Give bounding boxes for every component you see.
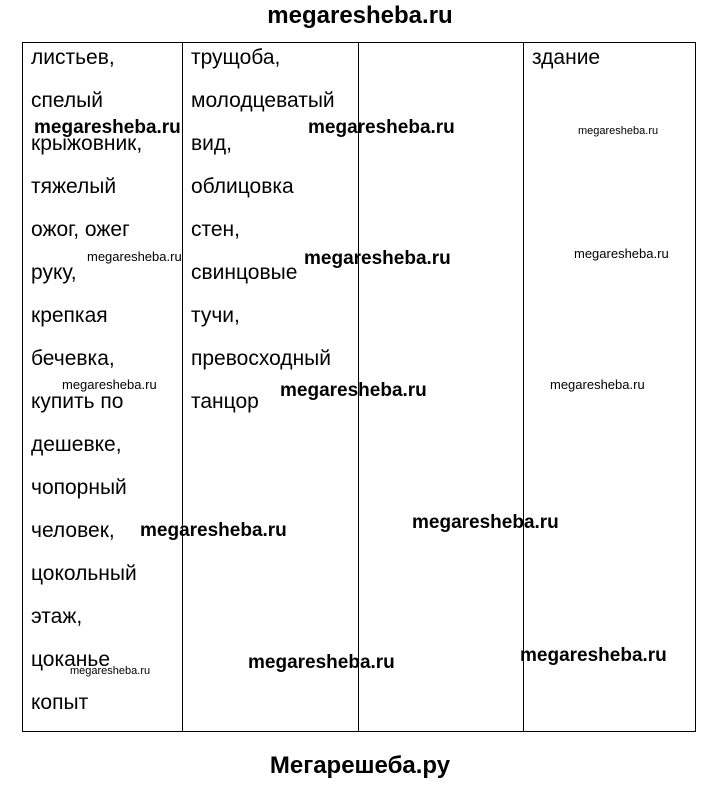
- cell-line: молодцеватый: [191, 89, 335, 112]
- watermark-text: megaresheba.ru: [70, 665, 151, 677]
- cell-line: чопорный: [31, 476, 127, 499]
- watermark-text: megaresheba.ru: [520, 645, 667, 666]
- watermark-text: megaresheba.ru: [308, 117, 455, 138]
- cell-line: стен,: [191, 218, 240, 241]
- cell-line: тяжелый: [31, 175, 117, 198]
- cell-line: руку,: [31, 261, 77, 284]
- watermark-text: megaresheba.ru: [280, 380, 427, 401]
- watermark-text: megaresheba.ru: [34, 117, 181, 138]
- watermark-text: megaresheba.ru: [62, 377, 157, 392]
- cell-line: человек,: [31, 519, 115, 542]
- cell-line: танцор: [191, 390, 259, 413]
- cell-line: цокольный: [31, 562, 137, 585]
- watermark-text: megaresheba.ru: [578, 125, 659, 137]
- cell-line: тучи,: [191, 304, 240, 327]
- cell-line: цоканье: [31, 648, 111, 671]
- watermark-text: megaresheba.ru: [550, 377, 645, 392]
- watermark-text: megaresheba.ru: [140, 520, 287, 541]
- site-header: megaresheba.ru: [267, 2, 453, 29]
- cell-line: вид,: [191, 132, 232, 155]
- site-footer: Мегарешеба.ру: [269, 752, 451, 779]
- cell-line: спелый: [31, 89, 103, 112]
- cell-line: ожог, ожег: [31, 218, 130, 241]
- cell-line: купить по: [31, 390, 124, 413]
- cell-line: этаж,: [31, 605, 83, 628]
- cell-line: свинцовые: [191, 261, 298, 284]
- watermark-text: megaresheba.ru: [574, 246, 669, 261]
- watermark-text: megaresheba.ru: [412, 512, 559, 533]
- cell-line: превосходный: [191, 347, 331, 370]
- cell-line: трущоба,: [191, 46, 281, 69]
- watermark-text: megaresheba.ru: [304, 248, 451, 269]
- cell-line: бечевка,: [31, 347, 115, 370]
- cell-line: копыт: [31, 691, 89, 714]
- cell-line: листьев,: [31, 46, 115, 69]
- cell-line: крыжовник,: [31, 132, 143, 155]
- watermark-text: megaresheba.ru: [87, 249, 182, 264]
- cell-line: крепкая: [31, 304, 108, 327]
- watermark-text: megaresheba.ru: [248, 652, 395, 673]
- cell-line: дешевке,: [31, 433, 122, 456]
- cell-line: облицовка: [191, 175, 294, 198]
- cell-line: здание: [532, 46, 601, 69]
